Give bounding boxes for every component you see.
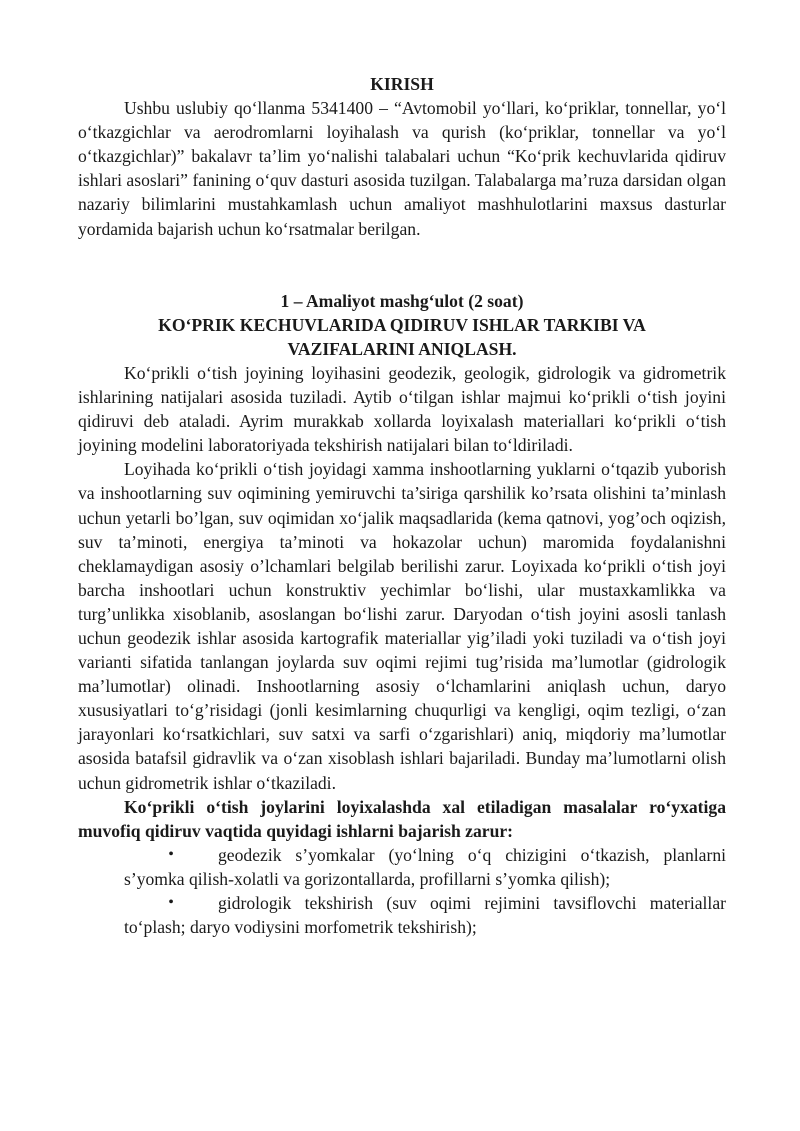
intro-paragraph: Ushbu uslubiy qo‘llanma 5341400 – “Avtomobil yo‘llari, ko‘priklar, tonnellar, yo‘l o‘tkazgichlar va aerodromlarni loyihalash va qurish (ko‘priklar, tonnellar va yo‘l o‘tkazgichlar)” bakalavr ta’lim yo‘nalishi talabalari uchun “Ko‘prik kechuvlarida qidiruv ishlari asoslari” fanining o‘quv dasturi asosida tuzilgan. Talabalarga ma’ruza darsidan olgan nazariy bilimlarini mustahkamlash uchun amaliyot mashhulotlarini maxsus dasturlar yordamida bajarish uchun ko‘rsatmalar berilgan. <box>78 98 726 239</box>
bullet-continuation: s’yomka qilish-xolatli va gorizontallarda, profillarni s’yomka qilish); <box>124 868 611 889</box>
bullet-list <box>78 843 726 939</box>
bullet-continuation: to‘plash; daryo vodiysini morfometrik tekshirish); <box>124 917 477 938</box>
list-item <box>78 843 726 891</box>
intro-heading: KIRISH <box>370 74 434 94</box>
bullet-first-line: geodezik s’yomkalar (yo‘lning o‘q chizigini o‘tkazish, planlarni <box>218 844 726 865</box>
document-page <box>78 72 726 939</box>
lesson-title-line3: VAZIFALARINI ANIQLASH. <box>287 338 517 359</box>
lesson-paragraph-1: Ko‘prikli o‘tish joyining loyihasini geodezik, geologik, gidrologik va gidrometrik ishlarining natijalari asosida tuziladi. Aytib o‘tilgan ishlar majmui ko‘prikli o‘tish joyini qidiruvi deb ataladi. Ayrim murakkab xollarda loyixalash materiallari ko‘prikli o‘tish joyining modelini laboratoriyada tekshirish natijalari bilan to‘ldiriladi. <box>78 362 726 456</box>
lesson-title-line2: KO‘PRIK KECHUVLARIDA QIDIRUV ISHLAR TARKIBI VA <box>158 314 646 335</box>
bullet-marker: • <box>168 845 174 863</box>
lesson-paragraph-2: Loyihada ko‘prikli o‘tish joyidagi xamma inshootlarning yuklarni o‘tqazib yuborish va inshootlarning suv oqimining yemiruvchi ta’siriga qarshilik ko’rsata olishini ta’minlash uchun yetarli bo’lgan, suv oqimidan xo‘jalik maqsadlarida (kema qatnovi, yog’och oqizish, suv ta’minoti, energiya ta’minoti va hokazolar uchun) maromida foydalanishni cheklamaydigan asosiy o’lchamlari belgilab berilishi zarur. Loyixada ko‘prikli o‘tish joyi barcha inshootlari uchun konstruktiv yechimlar bo‘lishi, ular mustaxkamlikka va turg’unlikka xisoblanib, asoslangan bo‘lishi zarur. Daryodan o‘tish joyini asosli tanlash uchun geodezik ishlar asosida kartografik materiallar yig’iladi yoki tuziladi va o‘tish joyi varianti sifatida tanlangan joylarda suv oqimi rejimi tug’risida ma’lumotlar (gidrologik ma’lumotlar) olinadi. Inshootlarning asosiy o‘lchamlarini aniqlash uchun, daryo xususiyatlari to‘g’risidagi (jonli kesimlarning chuqurligi va kengligi, oqim tezligi, o‘zan jarayonlari ko‘rsatkichlari, suv satxi va sarfi o‘zgarishlari) aniq, miqdoriy ma’lumotlar asosida batafsil gidravlik va o‘zan xisoblash ishlari bajariladi. Bunday ma’lumotlarni olish uchun gidrometrik ishlar o‘tkaziladi. <box>78 459 726 793</box>
bullet-first-line: gidrologik tekshirish (suv oqimi rejimini tavsiflovchi materiallar <box>218 893 726 913</box>
lesson-paragraph-3: Ko‘prikli o‘tish joylarini loyixalashda xal etiladigan masalalar ro‘yxatiga muvofiq qidiruv vaqtida quyidagi ishlarni bajarish zarur: <box>78 796 726 841</box>
bullet-marker: • <box>168 894 174 911</box>
lesson-title-line1: 1 – Amaliyot mashg‘ulot (2 soat) <box>280 290 524 311</box>
list-item <box>78 891 726 939</box>
section-gap <box>78 241 726 289</box>
